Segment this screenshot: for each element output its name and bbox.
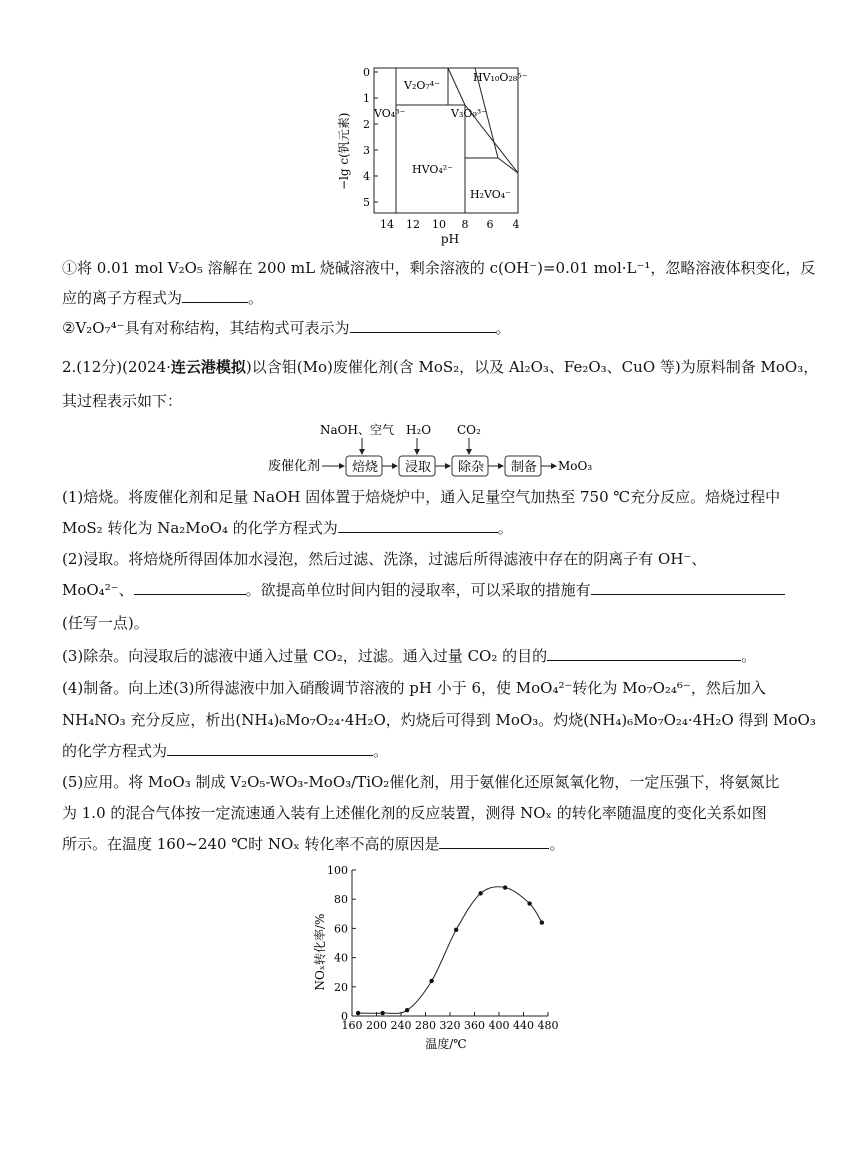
y-tick-label: 20 xyxy=(334,980,348,994)
p3-end: 。 xyxy=(741,647,757,665)
q2-number: 2.(12分)(2024· xyxy=(62,358,171,376)
step-prepare: 制备 xyxy=(511,460,538,475)
answer-blank[interactable] xyxy=(547,646,741,661)
x-tick-label: 440 xyxy=(513,1019,534,1032)
data-point xyxy=(478,891,482,895)
y-tick-1: 1 xyxy=(363,92,370,105)
q1-line3-end: 。 xyxy=(495,319,511,337)
reagent-co2: CO₂ xyxy=(457,423,481,437)
y-tick-label: 40 xyxy=(334,951,348,965)
x-tick-label: 160 xyxy=(341,1019,363,1032)
data-point xyxy=(356,1011,360,1015)
answer-blank[interactable] xyxy=(134,580,246,595)
process-flowchart xyxy=(260,418,600,480)
x-tick-label: 400 xyxy=(488,1019,510,1032)
y-tick-label: 100 xyxy=(327,864,348,877)
x-axis-title: pH xyxy=(440,232,460,246)
p2-line2 xyxy=(62,580,785,600)
p2-line2-ion: MoO₄²⁻、 xyxy=(62,581,134,599)
q1-line2-text: 应的离子方程式为 xyxy=(62,289,183,307)
x-tick-4: 4 xyxy=(512,218,520,231)
p2-line3: (任写一点)。 xyxy=(62,614,149,632)
data-point xyxy=(429,979,433,983)
p2-line2-text: 。欲提高单位时间内钼的浸取率，可以采取的措施有 xyxy=(245,581,591,599)
step-leach: 浸取 xyxy=(405,460,432,475)
p1-line2-text: MoS₂ 转化为 Na₂MoO₄ 的化学方程式为 xyxy=(62,519,338,537)
q1-line1: ①将 0.01 mol V₂O₅ 溶解在 200 mL 烧碱溶液中，剩余溶液的 c(OH⁻)=0.01 mol·L⁻¹，忽略溶液体积变化，反 xyxy=(62,259,816,277)
y-tick-4: 4 xyxy=(363,170,370,183)
answer-blank[interactable] xyxy=(167,741,373,756)
reagent-naoh-air: NaOH、空气 xyxy=(320,423,394,437)
chart-xlabel: 温度/℃ xyxy=(425,1037,467,1051)
region-v3o9: V₃O₉³⁻ xyxy=(451,107,487,120)
x-tick-10: 10 xyxy=(432,218,446,231)
q1-line2-end: 。 xyxy=(248,289,264,307)
answer-blank[interactable] xyxy=(350,318,496,333)
conversion-curve xyxy=(358,887,542,1014)
vanadium-species-diagram xyxy=(330,55,540,250)
answer-blank[interactable] xyxy=(182,288,248,303)
step-purify: 除杂 xyxy=(458,460,485,475)
y-tick-3: 3 xyxy=(363,144,370,157)
answer-blank[interactable] xyxy=(439,834,549,849)
x-tick-label: 480 xyxy=(537,1019,559,1032)
p5-line3 xyxy=(62,834,564,854)
reagent-h2o: H₂O xyxy=(406,423,432,437)
y-ticks xyxy=(363,66,378,209)
y-tick-2: 2 xyxy=(363,118,370,131)
q2-header xyxy=(62,357,818,377)
x-tick-8: 8 xyxy=(461,218,469,231)
q1-line3-text: ②V₂O₇⁴⁻具有对称结构，其结构式可表示为 xyxy=(62,319,350,337)
region-vo4: VO₄³⁻ xyxy=(374,107,406,120)
p1-line1: (1)焙烧。将废催化剂和足量 NaOH 固体置于焙烧炉中，通入足量空气加热至 750 ℃充分反应。焙烧过程中 xyxy=(62,488,781,506)
x-tick-label: 280 xyxy=(415,1019,436,1032)
x-tick-12: 12 xyxy=(406,218,420,231)
y-tick-label: 0 xyxy=(341,1010,348,1023)
q2-source: 连云港模拟 xyxy=(170,358,246,376)
p4-line3-text: 的化学方程式为 xyxy=(62,742,168,760)
q2-header-line2: 其过程表示如下： xyxy=(62,392,183,410)
x-tick-label: 200 xyxy=(366,1019,387,1032)
region-hvo4: HVO₄²⁻ xyxy=(412,163,453,176)
p4-line1: (4)制备。向上述(3)所得滤液中加入硝酸调节溶液的 pH 小于 6，使 MoO₄²⁻转化为 Mo₇O₂₄⁶⁻，然后加入 xyxy=(62,679,766,697)
y-tick-label: 80 xyxy=(334,893,348,907)
flow-start: 废催化剂 xyxy=(268,459,321,474)
p5-line3-text: 所示。在温度 160~240 ℃时 NOₓ 转化率不高的原因是 xyxy=(62,835,440,853)
chart-ylabel: NOₓ转化率/% xyxy=(313,913,327,991)
p5-line2: 为 1.0 的混合气体按一定流速通入装有上述催化剂的反应装置，测得 NOₓ 的转化率随温度的变化关系如图 xyxy=(62,804,767,822)
y-axis-title: −lg c(钒元素) xyxy=(337,112,351,190)
answer-blank[interactable] xyxy=(591,580,785,595)
data-point xyxy=(454,928,458,932)
flow-product: MoO₃ xyxy=(558,459,593,473)
data-point xyxy=(527,901,531,905)
p4-line3-end: 。 xyxy=(373,742,389,760)
region-h2vo4: H₂VO₄⁻ xyxy=(470,188,511,201)
answer-blank[interactable] xyxy=(338,518,498,533)
p4-line2: NH₄NO₃ 充分反应，析出(NH₄)₆Mo₇O₂₄·4H₂O，灼烧后可得到 MoO₃。灼烧(NH₄)₆Mo₇O₂₄·4H₂O 得到 MoO₃ xyxy=(62,711,816,729)
p1-line2-end: 。 xyxy=(497,519,513,537)
q1-line3 xyxy=(62,318,511,338)
q2-header-rest: )以含钼(Mo)废催化剂(含 MoS₂，以及 Al₂O₃、Fe₂O₃、CuO 等)为原料制备 MoO₃， xyxy=(245,358,819,376)
data-point xyxy=(503,885,507,889)
data-point xyxy=(540,920,544,924)
y-tick-0: 0 xyxy=(363,66,370,79)
p5-line3-end: 。 xyxy=(549,835,565,853)
data-point xyxy=(405,1008,409,1012)
q1-line2 xyxy=(62,288,263,308)
p4-line3 xyxy=(62,741,388,761)
x-tick-label: 320 xyxy=(439,1019,461,1032)
x-tick-label: 240 xyxy=(390,1019,412,1032)
p2-line1: (2)浸取。将焙烧所得固体加水浸泡，然后过滤、洗涤，过滤后所得滤液中存在的阴离子有 OH⁻、 xyxy=(62,550,707,568)
p3-text: (3)除杂。向浸取后的滤液中通入过量 CO₂，过滤。通入过量 CO₂ 的目的 xyxy=(62,647,548,665)
y-tick-label: 60 xyxy=(334,922,348,936)
x-tick-6: 6 xyxy=(486,218,494,231)
x-ticks xyxy=(380,218,520,231)
region-v2o7: V₂O₇⁴⁻ xyxy=(404,79,440,92)
p3-line xyxy=(62,646,756,666)
x-tick-14: 14 xyxy=(380,218,394,231)
data-point xyxy=(380,1011,384,1015)
p5-line1: (5)应用。将 MoO₃ 制成 V₂O₅-WO₃-MoO₃/TiO₂催化剂，用于氨催化还原氮氧化物，一定压强下，将氨氮比 xyxy=(62,773,780,791)
x-tick-label: 360 xyxy=(464,1019,485,1032)
region-hv10o28: HV₁₀O₂₈⁵⁻ xyxy=(473,71,528,84)
p1-line2 xyxy=(62,518,513,538)
y-tick-5: 5 xyxy=(363,196,370,209)
nox-conversion-chart xyxy=(300,860,560,1055)
step-roast: 焙烧 xyxy=(352,460,379,475)
